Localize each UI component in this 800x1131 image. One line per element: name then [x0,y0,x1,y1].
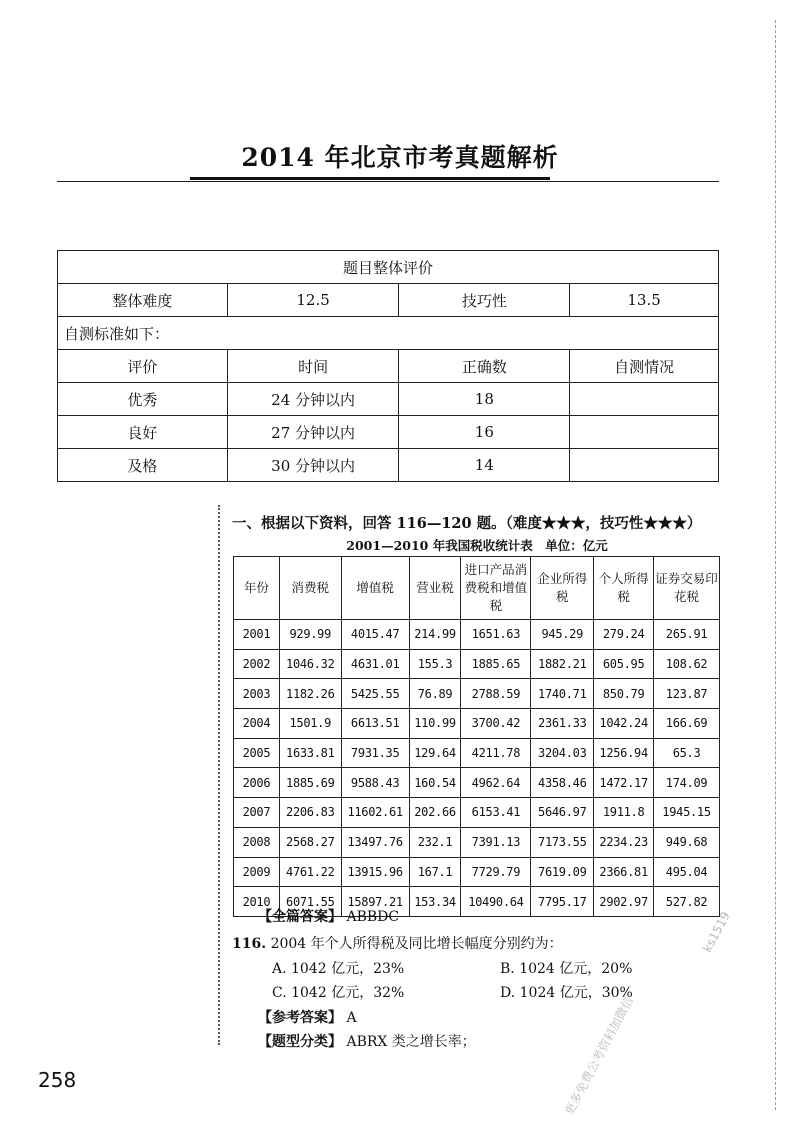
reference-answer-value: A [346,1010,357,1026]
column-header: 时间 [227,350,399,383]
table-cell: 1885.69 [279,768,341,798]
table-row [234,827,720,857]
column-header: 企业所得税 [531,557,594,620]
table-cell: 527.82 [654,887,720,917]
table-cell: 1885.65 [461,649,531,679]
table-caption: 2001—2010 年我国税收统计表 单位：亿元 [346,538,608,553]
table-cell: 108.62 [654,649,720,679]
table-cell: 214.99 [409,620,461,650]
table-row [234,709,720,739]
table-cell: 11602.61 [341,798,409,828]
column-header: 营业税 [409,557,461,620]
table-cell: 2003 [234,679,280,709]
table-cell: 949.68 [654,827,720,857]
table-cell: 18 [399,383,570,416]
table-cell: 4962.64 [461,768,531,798]
all-answers-label: 【全篇答案】 [258,909,342,925]
table-cell: 7619.09 [531,857,594,887]
table-row [58,449,719,482]
table-cell: 2788.59 [461,679,531,709]
table-cell: 2902.97 [594,887,654,917]
table-cell: 14 [399,449,570,482]
table-row [234,620,720,650]
page-title: 2014 年北京市考真题解析 [241,143,559,172]
watermark: 更多免费公考资料加微信 [561,994,637,1118]
overall-difficulty-value: 12.5 [227,284,399,317]
question-text: 2004 年个人所得税及同比增长幅度分别约为： [270,936,563,952]
evaluation-table-header: 题目整体评价 [58,251,719,284]
table-cell: 6071.55 [279,887,341,917]
table-cell: 10490.64 [461,887,531,917]
table-cell: 2008 [234,827,280,857]
table-cell: 202.66 [409,798,461,828]
section-heading: 一、根据以下资料，回答 116—120 题。（难度★★★，技巧性★★★） [232,515,702,532]
table-cell: 5425.55 [341,679,409,709]
table-cell: 2006 [234,768,280,798]
option-d: D. 1024 亿元，30% [500,985,633,1001]
table-cell: 2010 [234,887,280,917]
table-cell: 129.64 [409,738,461,768]
column-header: 增值税 [341,557,409,620]
table-cell: 7391.13 [461,827,531,857]
table-cell: 167.1 [409,857,461,887]
table-row [234,679,720,709]
table-cell: 265.91 [654,620,720,650]
table-cell: 1911.8 [594,798,654,828]
table-cell [570,416,719,449]
table-row [234,798,720,828]
column-header: 消费税 [279,557,341,620]
table-cell: 16 [399,416,570,449]
table-cell [570,449,719,482]
column-header: 证券交易印花税 [654,557,720,620]
question-type [258,1031,476,1051]
all-answers [258,906,399,926]
table-cell: 1042.24 [594,709,654,739]
table-cell: 优秀 [58,383,228,416]
table-cell: 4358.46 [531,768,594,798]
question-116 [232,933,563,953]
column-header: 进口产品消费税和增值税 [461,557,531,620]
table-cell: 5646.97 [531,798,594,828]
binding-edge-line [775,20,777,1110]
table-cell: 850.79 [594,679,654,709]
table-cell: 945.29 [531,620,594,650]
table-cell: 1633.81 [279,738,341,768]
table-cell: 7931.35 [341,738,409,768]
table-cell: 15897.21 [341,887,409,917]
title-rule-emphasis [190,177,550,180]
tax-statistics-table [233,556,720,917]
table-cell: 1651.63 [461,620,531,650]
table-cell: 279.24 [594,620,654,650]
table-cell: 4761.22 [279,857,341,887]
question-number: 116. [232,936,267,952]
skill-label: 技巧性 [399,284,570,317]
table-cell: 1882.21 [531,649,594,679]
table-cell: 160.54 [409,768,461,798]
table-cell: 24 分钟以内 [227,383,399,416]
question-type-value: ABRX 类之增长率； [346,1034,476,1050]
table-cell: 605.95 [594,649,654,679]
table-cell: 7795.17 [531,887,594,917]
table-cell: 27 分钟以内 [227,416,399,449]
table-cell: 4211.78 [461,738,531,768]
section-margin-marker [218,505,226,1045]
table-cell: 13915.96 [341,857,409,887]
table-row [234,738,720,768]
table-row [234,649,720,679]
table-cell: 1945.15 [654,798,720,828]
table-cell: 232.1 [409,827,461,857]
table-cell: 166.69 [654,709,720,739]
overall-difficulty-label: 整体难度 [58,284,228,317]
table-cell: 3700.42 [461,709,531,739]
table-cell: 174.09 [654,768,720,798]
table-cell: 4631.01 [341,649,409,679]
table-cell: 123.87 [654,679,720,709]
table-cell: 3204.03 [531,738,594,768]
table-cell: 2004 [234,709,280,739]
column-header: 正确数 [399,350,570,383]
table-cell: 2001 [234,620,280,650]
table-cell: 1472.17 [594,768,654,798]
table-cell: 2366.81 [594,857,654,887]
table-cell: 929.99 [279,620,341,650]
table-cell: 1256.94 [594,738,654,768]
table-cell: 76.89 [409,679,461,709]
column-header: 自测情况 [570,350,719,383]
column-header: 年份 [234,557,280,620]
table-cell: 7729.79 [461,857,531,887]
table-cell: 良好 [58,416,228,449]
self-test-standard-note: 自测标准如下： [58,317,719,350]
reference-answer-label: 【参考答案】 [258,1010,342,1026]
table-cell: 1740.71 [531,679,594,709]
table-cell: 30 分钟以内 [227,449,399,482]
reference-answer [258,1007,357,1027]
option-c: C. 1042 亿元，32% [272,985,405,1001]
column-header: 评价 [58,350,228,383]
table-cell: 13497.76 [341,827,409,857]
question-type-label: 【题型分类】 [258,1034,342,1050]
table-cell: 1182.26 [279,679,341,709]
evaluation-table [57,250,719,482]
option-b: B. 1024 亿元，20% [500,961,633,977]
table-cell: 110.99 [409,709,461,739]
option-a: A. 1042 亿元，23% [272,961,405,977]
table-row [58,416,719,449]
table-cell [570,383,719,416]
table-row [234,768,720,798]
table-row [234,857,720,887]
table-cell: 2005 [234,738,280,768]
table-cell: 4015.47 [341,620,409,650]
table-row [58,383,719,416]
table-cell: 9588.43 [341,768,409,798]
table-cell: 2002 [234,649,280,679]
table-cell: 1046.32 [279,649,341,679]
table-cell: 2361.33 [531,709,594,739]
table-cell: 2234.23 [594,827,654,857]
all-answers-value: ABBDC [346,909,400,925]
watermark: ks1519 [700,909,733,955]
table-cell: 6153.41 [461,798,531,828]
table-cell: 1501.9 [279,709,341,739]
skill-value: 13.5 [570,284,719,317]
table-cell: 495.04 [654,857,720,887]
page-number: 258 [38,1068,77,1092]
table-cell: 153.34 [409,887,461,917]
table-cell: 2206.83 [279,798,341,828]
title-rule [57,181,719,182]
table-cell: 6613.51 [341,709,409,739]
table-cell: 2009 [234,857,280,887]
table-cell: 7173.55 [531,827,594,857]
table-cell: 及格 [58,449,228,482]
table-cell: 65.3 [654,738,720,768]
column-header: 个人所得税 [594,557,654,620]
table-cell: 2568.27 [279,827,341,857]
table-cell: 2007 [234,798,280,828]
table-cell: 155.3 [409,649,461,679]
